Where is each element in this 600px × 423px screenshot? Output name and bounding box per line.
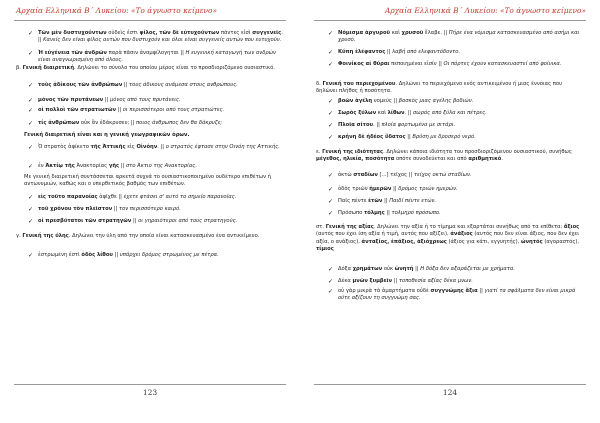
check-icon: ✓ — [28, 82, 34, 89]
translation-text: στο Άκτιο της Ανακτορίας. — [125, 163, 197, 169]
check-icon: ✓ — [328, 198, 334, 205]
check-icon: ✓ — [328, 210, 334, 217]
paragraph — [24, 132, 284, 139]
body-text: . || — [157, 144, 166, 150]
body-text: ἔλαβε. || — [423, 30, 449, 36]
body-text: . Δηλώνει το περιεχόμενο ενός αντικειμένου ή μιας έννοιας που δηλώνει πλήθος ή ποσότητα. — [316, 81, 563, 95]
bold-term: Ἡ εὐγένεια τῶν ἀνδρῶν — [38, 50, 107, 56]
example-item — [38, 144, 284, 151]
example-item — [338, 172, 584, 179]
body-text: παρὰ πᾶσιν ἀναμφίλογηται || — [106, 50, 186, 56]
paragraph — [316, 81, 584, 96]
bold-term: Οἰνόην — [136, 144, 158, 150]
section-label: ε. — [316, 149, 321, 155]
translation-text: Παιδί πέντε ετών. — [389, 198, 437, 204]
body-text: ὀκτὼ — [338, 172, 354, 178]
body-text: || — [122, 82, 130, 88]
bold-term: ἐτῶν — [368, 198, 383, 204]
body-text: Πρόσωπο — [338, 210, 364, 216]
bold-term: λίθων — [387, 110, 405, 116]
translation-text: βοσκός μιας αγέλης βοδιών. — [398, 98, 474, 104]
example-item — [338, 210, 584, 217]
translation-text: ο στρατός έφτασε στην Οινόη της Αττικής. — [165, 144, 280, 150]
check-icon: ✓ — [28, 163, 34, 170]
page-number-left: 123 — [142, 388, 158, 397]
translation-text: γιατί τα σφάλματα δεν είναι μικρά ούτε αξίζουν τη συγγνώμη σας. — [338, 288, 576, 302]
example-item — [38, 194, 284, 201]
translation-text: υπάρχει δρόμος στρωμένος με πέτρα. — [119, 252, 219, 258]
check-icon: ✓ — [328, 278, 334, 285]
body-text: ἐν — [38, 163, 46, 169]
body-text: || — [384, 210, 392, 216]
body-text: πεποιημέναι εἰσίν || — [389, 61, 444, 67]
translation-text: τους άδικους ανάμεσα στους ανθρώπους. — [129, 82, 238, 88]
footer-rule — [14, 384, 286, 385]
body-text: ἐστρωμένη ἐστὶ — [38, 252, 82, 258]
translation-text: Πήρε ένα νόμισμα κατασκευασμένο από ασήμι και χρυσό. — [338, 30, 580, 44]
running-header-right: Αρχαία Ελληνικά Β΄ Λυκείου: «Το άγνωστο κείμενο» — [384, 6, 586, 15]
bold-term: μόνος τῶν πρυτάνεων — [38, 97, 104, 103]
body-text: . Δηλώνει το σύνολο του οποίου μέρος είναι το προσδιοριζόμενο ουσιαστικό. — [74, 65, 275, 71]
bold-term: Γενική της ύλης — [22, 233, 69, 239]
bold-term: ὠνητή — [394, 266, 414, 272]
bold-term: ἡμερῶν — [369, 186, 392, 192]
translation-text: Κανείς δεν είναι φίλος αυτών που δυστυχούν και όλοι είναι συγγενείς αυτών που ευτυχούν. — [43, 37, 282, 44]
body-text: . || — [38, 30, 283, 44]
translation-text: ποιος άνθρωπος δεν θα δάκρυζε; — [136, 120, 223, 126]
bold-term: ξυμβεῖν — [369, 278, 393, 284]
body-text: (αγοραστός), — [542, 238, 580, 245]
bold-term: συγγνώμης ἄξια — [430, 288, 478, 294]
bold-term: μέγεθος, ηλικία, ποσότητα — [316, 156, 395, 163]
body-text: || — [131, 218, 139, 224]
paragraph — [316, 149, 584, 164]
bold-term: ὠνητός — [521, 238, 543, 245]
body-text: οὐ γὰρ μικρὰ τὰ ἁμαρτήματα οὐδὲ — [338, 288, 431, 294]
translation-text: Οι πόρτες έχουν κατασκευαστεί από φοίνικα. — [443, 61, 562, 67]
translation-text: μόνος από τους πρυτάνεις. — [109, 97, 181, 103]
section-label: δ. — [316, 81, 321, 87]
example-item — [338, 30, 584, 45]
bold-term: οἱ πρεσβύτατοι τῶν στρατηγῶν — [38, 218, 132, 224]
check-icon: ✓ — [28, 218, 34, 225]
bold-term: Γενική της ιδιότητας — [322, 149, 384, 155]
bold-term: τίς ἀνθρώπων — [38, 120, 80, 126]
example-item — [338, 198, 584, 205]
right-page — [300, 0, 600, 423]
bold-term: Γενική του περιεχομένου — [322, 81, 396, 87]
body-text: . || — [404, 110, 414, 116]
check-icon: ✓ — [328, 110, 334, 117]
check-icon: ✓ — [328, 49, 334, 56]
translation-text: σωρός από ξύλα και πέτρες. — [413, 110, 487, 116]
example-item — [38, 107, 284, 114]
example-item — [338, 98, 584, 105]
bold-term: Σωρὸς ξύλων — [338, 110, 377, 116]
translation-text: λαβή από ελεφαντόδοντο. — [392, 49, 461, 55]
body-text: Με γενική διαιρετική συντάσσεται αρκετά συχνά το ουσιαστικοποιημένο ουδέτερο επιθέτων ή αντωνυμιών, καθώς και ο υπερθετικός βαθμός των επιθέτων. — [24, 174, 271, 188]
running-header-left: Αρχαία Ελληνικά Β΄ Λυκείου: «Το άγνωστο κείμενο» — [16, 6, 218, 15]
check-icon: ✓ — [328, 172, 334, 179]
bold-term: χρυσοῦ — [401, 30, 424, 36]
example-item — [38, 218, 284, 225]
example-item — [38, 206, 284, 213]
bold-term: Νόμισμα ἀργυροῦ — [338, 30, 391, 36]
check-icon: ✓ — [28, 30, 34, 37]
bold-term: βοῶν ἀγέλη — [338, 98, 373, 104]
body-text: || — [119, 163, 126, 169]
check-icon: ✓ — [328, 288, 334, 295]
translation-text: οι περισσότεροι από τους στρατιώτες. — [122, 107, 225, 113]
paragraph — [316, 224, 584, 254]
example-item — [338, 278, 584, 285]
example-item — [338, 110, 584, 117]
bold-term: συγγενεῖς — [252, 30, 282, 36]
example-item — [38, 30, 284, 45]
body-text: πάντες εἰσὶ — [219, 30, 253, 36]
body-text: || — [112, 206, 119, 212]
bold-term: εἰς τοῦτο παρανοίας — [38, 194, 98, 200]
paragraph — [16, 65, 284, 72]
bold-term: φίλος, τῶν δὲ εὐτυχούντων — [139, 30, 220, 36]
bold-term: Πλοῖα σίτου — [338, 122, 374, 128]
body-text: || — [405, 134, 413, 140]
check-icon: ✓ — [28, 50, 34, 57]
bold-term: Γενική της αξίας — [325, 224, 374, 230]
body-text: || — [392, 278, 399, 284]
body-text: (άξιος για κάτι, εγγυητής), — [446, 238, 521, 245]
body-text: Ὁ στρατὸς ἀφίκετο — [38, 144, 91, 150]
header-rule — [314, 20, 586, 21]
check-icon: ✓ — [28, 252, 34, 259]
check-icon: ✓ — [28, 120, 34, 127]
check-icon: ✓ — [328, 186, 334, 193]
body-text: . Δηλώνει την αξία ή το τίμημα και εξαρτάται συνήθως από τα επίθετα: — [373, 224, 564, 230]
bold-term: Ἀκτίῳ τῆς — [45, 163, 75, 169]
body-text: . — [501, 156, 503, 163]
example-item — [38, 163, 284, 170]
body-text: || — [112, 252, 120, 258]
body-text: καὶ — [390, 30, 402, 36]
bold-term: Φοινίκος αἱ θύραι — [338, 61, 390, 67]
check-icon: ✓ — [328, 61, 334, 68]
paragraph — [16, 233, 284, 240]
bold-term: χρημάτων — [352, 266, 383, 272]
translation-text: Η δόξα δεν αξαράζεται με χρήματα. — [420, 266, 515, 272]
bold-term: τόλμης — [363, 210, 385, 216]
body-text: . Δηλώνει την ύλη από την οποία είναι κατασκευασμένο ένα αντικείμενο. — [68, 233, 260, 239]
bold-term: τῆς Ἀττικῆς — [90, 144, 126, 150]
bold-term: τοῦ χρόνου τὸν πλεῖστον — [38, 206, 113, 212]
bold-term: σταδίων — [353, 172, 378, 178]
example-item — [338, 186, 584, 193]
section-label: β. — [16, 65, 21, 71]
check-icon: ✓ — [328, 122, 334, 129]
body-text: || — [382, 198, 390, 204]
body-text: [...] τεῖχος || — [377, 172, 414, 178]
body-text: || — [385, 49, 393, 55]
section-label: γ. — [16, 233, 21, 239]
translation-text: έχετε φτάσει σ' αυτό το σημείο παρανοίας. — [123, 194, 237, 200]
body-text: || — [103, 97, 110, 103]
bold-term: οἱ πολλοὶ τῶν στρατιωτῶν — [38, 107, 116, 113]
bold-term: ἄξιος — [563, 224, 580, 230]
body-text: ἀφῖχθε || — [97, 194, 124, 200]
body-text: . || — [373, 122, 382, 128]
right-page-content — [300, 30, 600, 389]
body-text: || — [116, 107, 123, 113]
check-icon: ✓ — [28, 206, 34, 213]
translation-text: δρόμος τριών ημερών. — [398, 186, 458, 192]
body-text: Δόξα — [338, 266, 353, 272]
example-item — [338, 49, 584, 56]
bold-term: ἀνάξιος — [450, 231, 473, 238]
paragraph — [24, 174, 284, 189]
body-text: καὶ — [376, 110, 388, 116]
example-item — [338, 122, 584, 129]
body-text: οὐκ — [382, 266, 395, 272]
body-text: οὐκ ἂν ἐδάκρυσεν; || — [79, 120, 137, 126]
example-item — [338, 266, 584, 273]
bold-term: Γενική διαιρετική — [22, 65, 75, 71]
left-page-content — [0, 30, 300, 389]
example-item — [338, 288, 584, 303]
section-label: στ. — [316, 224, 325, 230]
body-text: || — [391, 186, 399, 192]
body-text: Παῖς πέντε — [338, 198, 369, 204]
bold-term: αριθμητικό — [468, 156, 502, 163]
example-item — [38, 120, 284, 127]
footer-rule — [314, 384, 586, 385]
translation-text: τολμηρό πρόσωπο. — [391, 210, 441, 216]
page-number-right: 124 — [442, 388, 458, 397]
check-icon: ✓ — [328, 134, 334, 141]
body-text: οπότε συνοδεύεται και από — [394, 156, 469, 163]
check-icon: ✓ — [28, 107, 34, 114]
bold-term: ὁδὸς λίθου — [81, 252, 113, 258]
check-icon: ✓ — [28, 97, 34, 104]
example-item — [338, 134, 584, 141]
translation-text: πλοία φορτωμένα με σιτάρι. — [381, 122, 456, 128]
body-text: || — [413, 266, 421, 272]
example-item — [338, 61, 584, 68]
body-text: οὐδεὶς ἐστι — [106, 30, 140, 36]
body-text: (αυτός που έχει ίση αξία ή τιμή, αυτός που αξίζει), — [316, 231, 451, 238]
bold-term: ἀνταξίος, ἐπάξιος, ἀξιόχρεως — [361, 238, 447, 245]
check-icon: ✓ — [28, 144, 34, 151]
check-icon: ✓ — [328, 266, 334, 273]
example-item — [38, 50, 284, 65]
body-text: Δέκα — [338, 278, 353, 284]
body-text: || — [477, 288, 485, 294]
translation-text: τείχος οκτώ σταδίων. — [413, 172, 472, 178]
example-item — [38, 82, 284, 89]
header-rule — [14, 20, 286, 21]
check-icon: ✓ — [328, 98, 334, 105]
example-item — [38, 97, 284, 104]
bold-term: Γενική διαιρετική είναι και η γενική γεωγραφικών όρων. — [24, 132, 190, 138]
body-text: Ἀνακτορίας — [74, 163, 109, 169]
translation-text: οι γηραιότεροι από τους στρατηγούς. — [138, 218, 238, 224]
bold-term: Τῶν μὲν δυστυχούντων — [38, 30, 107, 36]
example-item — [38, 252, 284, 259]
translation-text: τον περισσότερο καιρό. — [118, 206, 181, 212]
body-text: νομεύς || — [372, 98, 399, 104]
bold-term: μνῶν — [352, 278, 368, 284]
bold-term: γῆς — [108, 163, 120, 169]
body-text: . Δηλώνει κάποια ιδιότητα του προσδιοριζόμενου ουσιαστικού, συνήθως — [383, 149, 572, 155]
bold-term: κρήνη δὲ ἡδέος ὕδατος — [338, 134, 406, 140]
bold-term: τίμιος — [316, 246, 334, 253]
check-icon: ✓ — [328, 30, 334, 37]
body-text: (αυτός που δεν είναι άξιος, που δεν έχει αξία, ο ανάξιος), — [316, 231, 579, 245]
translation-text: τοποθεσία αξίας δέκα μνων. — [398, 278, 473, 284]
check-icon: ✓ — [28, 194, 34, 201]
body-text: ὁδὸς τριῶν — [338, 186, 370, 192]
translation-text: Βρύση με δροσερό νερό. — [412, 134, 476, 140]
bold-term: τοὺς ἀδίκους τῶν ἀνθρώπων — [38, 82, 123, 88]
body-text: εἰς — [125, 144, 137, 150]
bold-term: Κύπη ἐλέφαντος — [338, 49, 386, 55]
translation-text: Η ευγενική καταγωγή των ανδρών είναι αναγνωρισμένη από όλους. — [38, 50, 276, 64]
